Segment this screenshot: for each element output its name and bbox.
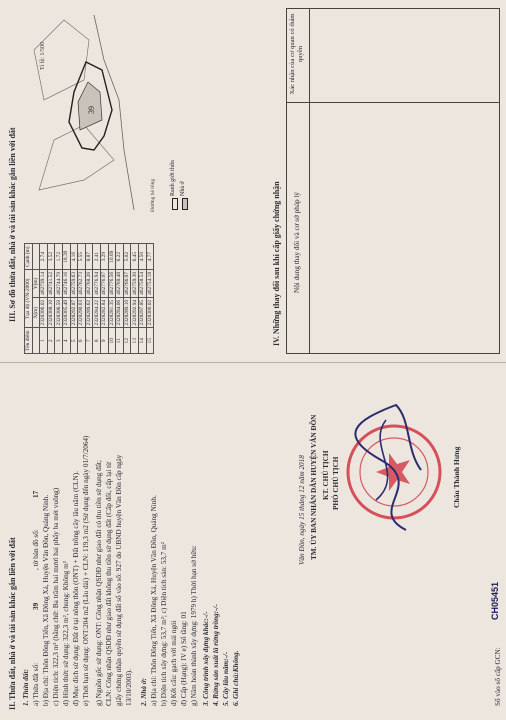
origin-line-4: 13/10/2003).	[125, 669, 133, 706]
table-row	[70, 244, 78, 354]
production-forest: 4. Rừng sản xuất là rừng trồng:-/-	[212, 604, 220, 706]
cell: 6	[78, 328, 86, 354]
cell: 462746.16	[62, 269, 70, 297]
house-area: b) Diện tích xây dựng: 53,7 m²; c) Diện tích sàn: 53,7 m²	[160, 542, 168, 706]
cell: 12	[123, 328, 131, 354]
legend-boundary-icon	[172, 198, 178, 210]
cell: 462776.97	[100, 269, 108, 297]
cell: 3.52	[47, 244, 55, 270]
cell: 8	[93, 328, 101, 354]
sub-x: X(m)	[32, 297, 40, 328]
table-row	[85, 244, 93, 354]
land-heading: 1. Thửa đất:	[22, 669, 30, 706]
cell: 11	[116, 328, 124, 354]
header-point: Tên điểm	[25, 328, 33, 354]
cell: 1.72	[55, 244, 63, 270]
cell: 2.74	[40, 244, 48, 270]
sub-blank-2	[32, 244, 40, 270]
cell: 2328305.49	[62, 297, 70, 328]
cell: 2328281.35	[108, 297, 116, 328]
perennial-trees: 5. Cây lâu năm:-/-	[222, 651, 230, 706]
neighbor-parcel	[39, 125, 114, 190]
cell: 5.55	[78, 244, 86, 270]
cell: 10.69	[108, 244, 116, 270]
sub-y: Y(m)	[32, 269, 40, 297]
table-row	[55, 244, 63, 354]
cell: 462758.54	[138, 269, 146, 297]
header-coords: Tọa độ (VN-2000)	[25, 269, 33, 328]
sub-blank	[32, 328, 40, 354]
house-heading: 2. Nhà ở:	[140, 677, 148, 706]
table-row	[93, 244, 101, 354]
land-no-label: a) Thửa đất số:	[32, 662, 40, 706]
table-header-row	[25, 244, 33, 354]
reg-label: Số vào sổ cấp GCN:	[494, 647, 502, 706]
map-sheet-label: , tờ bản đồ số:	[32, 529, 40, 570]
cell: 1	[40, 328, 48, 354]
road-label: Đường bê tông	[150, 178, 156, 212]
cell: 6.45	[131, 244, 139, 270]
legend-house-label: Nhà ở	[180, 181, 186, 196]
house-level: đ) Cấp (Hạng): IV e) Số tầng: 01	[180, 611, 188, 706]
parcel-number-label: 39	[87, 106, 96, 114]
legend-house-icon	[182, 198, 188, 210]
cell: 4.77	[146, 244, 154, 270]
table-row	[78, 244, 86, 354]
address-line: b) Địa chỉ: Thôn Đông Tiến, Xã Đông Xá, Huyện Vân Đồn, Quảng Ninh.	[42, 494, 50, 706]
cell: 5	[70, 328, 78, 354]
origin-line-3: giấy chứng nhận quyền sử dụng đất số vào sổ: 927 do UBND huyện Vân Đồn cấp ngày	[115, 454, 123, 706]
cell: 15	[146, 328, 154, 354]
cell: 9	[100, 328, 108, 354]
cell: 5.02	[123, 244, 131, 270]
coordinate-table	[24, 243, 154, 354]
cell: 7	[85, 328, 93, 354]
org-line-3: PHÓ CHỦ TỊCH	[332, 456, 340, 510]
table-row	[138, 244, 146, 354]
cell: 18.39	[62, 244, 70, 270]
date-line: Vân Đồn, ngày 15 tháng 12 năm 2018	[298, 455, 306, 565]
cell: 4.16	[70, 244, 78, 270]
cell: 462744.79	[55, 269, 63, 297]
notes-line: 6. Ghi chú:Không.	[232, 650, 240, 706]
cell: 4	[62, 328, 70, 354]
house-year: g) Năm hoàn thành xây dựng: 1979 h) Thời hạn sở hữu:	[190, 545, 198, 706]
term-line: e) Thời hạn sử dụng: ONT:204 m2 (Lâu dài) + CLN: 119,3 m2 (Sử dụng đến ngày 01/7/2064)	[82, 435, 90, 706]
reg-value: CH05451	[490, 581, 500, 620]
section-title-ii: II. Thửa đất, nhà ở và tài sản khác gắn liền với đất	[8, 537, 17, 710]
cell: 2328308.10	[47, 297, 55, 328]
cell: 462759.30	[131, 269, 139, 297]
table-row	[100, 244, 108, 354]
changes-column-divider	[287, 102, 499, 103]
header-edge: Cạnh (m)	[25, 244, 33, 270]
area-line: c) Diện tích: 322,3 m² (bằng chữ: Ba trăm hai mươi hai phẩy ba mét vuông)	[52, 487, 60, 706]
changes-table	[286, 8, 500, 354]
cell: 3	[55, 328, 63, 354]
cell: 2328292.87	[70, 297, 78, 328]
cell: 2328284.22	[93, 297, 101, 328]
house-structure: d) Kết cấu: gạch với mái ngói	[170, 620, 178, 706]
cell: 14	[138, 328, 146, 354]
cell: 2328306.02	[40, 297, 48, 328]
cell: 6.22	[116, 244, 124, 270]
cell: 4.50	[138, 244, 146, 270]
map-sheet-value: 17	[32, 490, 40, 498]
origin-line-2: CLN: Công nhận QSDĐ như giao đất không thu tiền sử dụng đất (Cấp đổi, cấp lại từ	[105, 461, 113, 706]
cell: 2328292.94	[131, 297, 139, 328]
cell: 10	[108, 328, 116, 354]
changes-header-divider	[309, 9, 310, 353]
seal-star	[376, 453, 410, 491]
cell: 462754.18	[146, 269, 154, 297]
cell: 13	[131, 328, 139, 354]
table-row	[108, 244, 116, 354]
org-line-2: KT. CHỦ TỊCH	[322, 450, 330, 500]
table-row	[123, 244, 131, 354]
cell: 2328297.85	[138, 297, 146, 328]
origin-line-1: g) Nguồn gốc sử dụng: ONT: Công nhận QSDĐ như giao đất có thu tiền sử dụng đất;	[95, 460, 103, 706]
cell: 462766.97	[123, 269, 131, 297]
table-row	[116, 244, 124, 354]
table-subheader-row	[32, 244, 40, 354]
cell: 462762.73	[78, 269, 86, 297]
cell: 462739.14	[40, 269, 48, 297]
cell: 2328290.03	[78, 297, 86, 328]
cell: 2328284.06	[116, 297, 124, 328]
fold-line	[0, 362, 506, 363]
cell: 2328300.02	[146, 297, 154, 328]
official-seal-and-signature	[336, 370, 446, 570]
cell: 462768.26	[85, 269, 93, 297]
org-line-1: TM. ỦY BAN NHÂN DÂN HUYỆN VÂN ĐỒN	[310, 414, 318, 560]
purpose-line: đ) Mục đích sử dụng: Đất ở tại nông thôn (ONT) + Đất trồng cây lâu năm (CLN).	[72, 471, 80, 706]
map-title: III. Sơ đồ thửa đất, nhà ở và tài sản khác gắn liền với đất	[8, 127, 17, 322]
use-form-line: d) Hình thức sử dụng: 322,3 m², chung: Không m²	[62, 561, 70, 706]
cell: 462741.52	[47, 269, 55, 297]
cell: 462776.94	[93, 269, 101, 297]
cell: 2328289.10	[123, 297, 131, 328]
changes-col-content: Nội dung thay đổi và cơ sở pháp lý	[293, 191, 301, 293]
cell: 2328306.59	[55, 297, 63, 328]
changes-title: IV. Những thay đổi sau khi cấp giấy chứng nhận	[272, 181, 281, 346]
cell: 2328289.62	[85, 297, 93, 328]
table-row	[146, 244, 154, 354]
signer-name: Châu Thành Hưng	[452, 446, 461, 508]
table-row	[47, 244, 55, 354]
cell: 2.41	[93, 244, 101, 270]
cell: 462776.56	[108, 269, 116, 297]
land-no-value: 39	[32, 602, 40, 610]
cell: 2328282.84	[100, 297, 108, 328]
table-row	[40, 244, 48, 354]
house-address: a) Địa chỉ: Thôn Đông Tiến, Xã Đông Xá, Huyện Vân Đồn, Quảng Ninh.	[150, 495, 158, 706]
parcel-sketch	[24, 8, 164, 220]
cell: 8.87	[85, 244, 93, 270]
cell: 3.29	[100, 244, 108, 270]
scale-label: Tỉ lệ: 1/500	[40, 42, 46, 70]
cell: 462768.48	[116, 269, 124, 297]
legend-boundary-label: Ranh giới thửa	[170, 160, 176, 196]
cell: 2	[47, 328, 55, 354]
table-row	[131, 244, 139, 354]
other-works: 3. Công trình xây dựng khác:-/-	[202, 611, 210, 706]
cell: 462759.63	[70, 269, 78, 297]
table-row	[62, 244, 70, 354]
changes-col-confirm: Xác nhận của cơ quan có thẩm quyền	[289, 13, 304, 95]
